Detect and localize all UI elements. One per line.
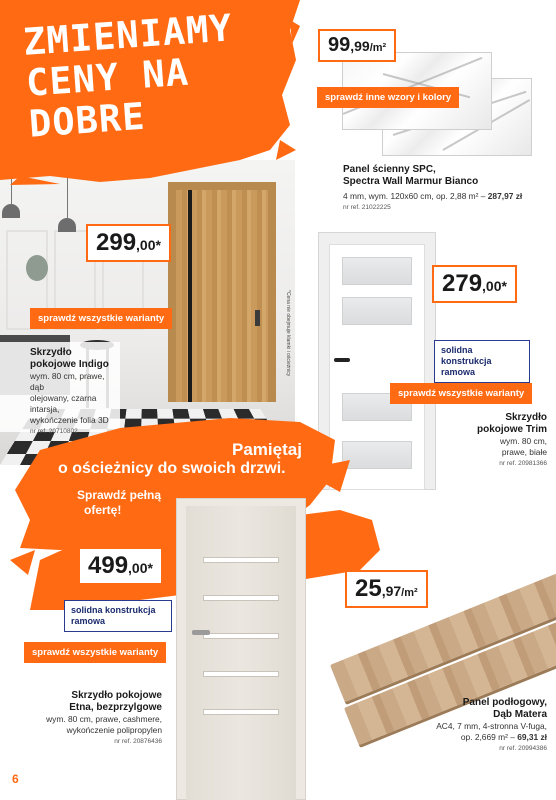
desc-text: 4 mm, wym. 120x60 cm, op. 2,88 m² –	[343, 191, 488, 201]
product-title: Spectra Wall Marmur Bianco	[343, 176, 479, 187]
product-description	[343, 191, 543, 202]
door-handle	[255, 310, 260, 326]
price-main: 99	[328, 34, 351, 56]
product-description: AC4, 7 mm, 4-stronna V-fuga,	[436, 721, 547, 731]
trim-price-tag	[432, 265, 517, 303]
glass-strip	[204, 710, 278, 714]
product-description: wykończenie polipropylen	[66, 725, 162, 735]
product-ref: nr ref. 20994386	[499, 745, 547, 752]
page-headline	[22, 5, 280, 145]
label-line: solidna konstrukcja	[71, 605, 156, 615]
product-description: wym. 80 cm, prawe, dąb	[30, 371, 105, 392]
headline-line: ZMIENIAMY	[21, 6, 234, 64]
glass-pane	[342, 257, 412, 285]
price-main: 279	[442, 270, 483, 297]
spc-price-tag	[318, 29, 396, 62]
pendant-lamp	[58, 218, 76, 232]
product-description	[400, 732, 547, 743]
product-description: olejowany, czarna intarsja,	[30, 393, 97, 414]
price-decimal: ,00*	[128, 560, 153, 576]
price-decimal: ,99	[350, 38, 370, 54]
desc-price: 69,31 zł	[517, 732, 547, 742]
price-decimal: ,97	[381, 583, 402, 599]
price-main: 499	[88, 552, 129, 579]
etna-price-tag	[78, 547, 163, 585]
price-main: 25	[355, 575, 382, 602]
price-disclaimer: *Cena nie obejmuje klamki i ościeżnicy	[285, 290, 291, 377]
product-ref: nr ref. 21022225	[343, 204, 391, 211]
etna-variants-button[interactable]: sprawdź wszystkie warianty	[24, 642, 166, 663]
product-ref: nr ref. 20876436	[114, 738, 162, 745]
black-inlay	[188, 190, 192, 402]
price-unit: /m²	[369, 42, 387, 54]
label-line: ramowa	[441, 367, 476, 377]
product-title: Panel podłogowy,	[462, 697, 547, 708]
glass-strip	[204, 558, 278, 562]
desc-price: 287,97 zł	[487, 191, 523, 201]
product-title: Etna, bezprzylgowe	[69, 702, 162, 713]
banner-line: Pamiętaj	[232, 440, 302, 459]
product-title: Skrzydło pokojowe Indigo	[30, 347, 109, 370]
glass-pane	[342, 297, 412, 325]
trim-construction-label	[434, 340, 530, 383]
indigo-price-tag	[86, 224, 171, 262]
product-ref: nr ref. 20981366	[499, 460, 547, 467]
etna-product-info	[0, 690, 162, 745]
headline-line: CENY NA	[24, 50, 191, 105]
plant	[26, 255, 48, 281]
etna-construction-label	[64, 600, 172, 632]
floor-product-info	[400, 697, 547, 752]
glass-strip	[204, 634, 278, 638]
banner-sub-line: Sprawdź pełną	[77, 488, 162, 502]
door-handle	[192, 630, 210, 635]
product-description: wym. 80 cm, prawe, cashmere,	[46, 714, 162, 724]
product-description: wykończenie folia 3D	[30, 415, 109, 425]
product-description: wym. 80 cm,	[500, 436, 547, 446]
label-line: solidna konstrukcja	[441, 345, 492, 366]
glass-strip	[204, 596, 278, 600]
product-title: pokojowe Trim	[476, 424, 547, 435]
product-title: Skrzydło	[505, 412, 547, 423]
label-line: ramowa	[71, 616, 106, 626]
banner-line: o ościeżnicy do swoich drzwi.	[58, 460, 286, 477]
product-title: Panel ścienny SPC,	[343, 164, 436, 175]
product-description: prawe, białe	[501, 447, 547, 457]
indigo-variants-button[interactable]: sprawdź wszystkie warianty	[30, 308, 172, 329]
floor-price-tag	[345, 570, 428, 608]
pendant-lamp	[2, 204, 20, 218]
product-title: Dąb Matera	[493, 709, 547, 720]
banner-sub-line: ofertę!	[84, 503, 122, 517]
price-unit: /m²	[401, 587, 418, 599]
price-decimal: ,00*	[136, 237, 161, 253]
page-number: 6	[12, 772, 19, 786]
price-decimal: ,00*	[482, 278, 507, 294]
door-handle	[334, 358, 350, 362]
product-ref: nr ref. 20710802	[30, 428, 78, 435]
desc-text: op. 2,669 m² –	[460, 732, 518, 742]
spc-product-info	[343, 164, 543, 211]
product-title: Skrzydło pokojowe	[71, 690, 162, 701]
spc-patterns-button[interactable]: sprawdź inne wzory i kolory	[317, 87, 459, 108]
glass-strip	[204, 672, 278, 676]
headline-line: DOBRE	[27, 94, 147, 146]
price-main: 299	[96, 229, 137, 256]
trim-variants-button[interactable]: sprawdź wszystkie warianty	[390, 383, 532, 404]
etna-door	[186, 506, 296, 800]
